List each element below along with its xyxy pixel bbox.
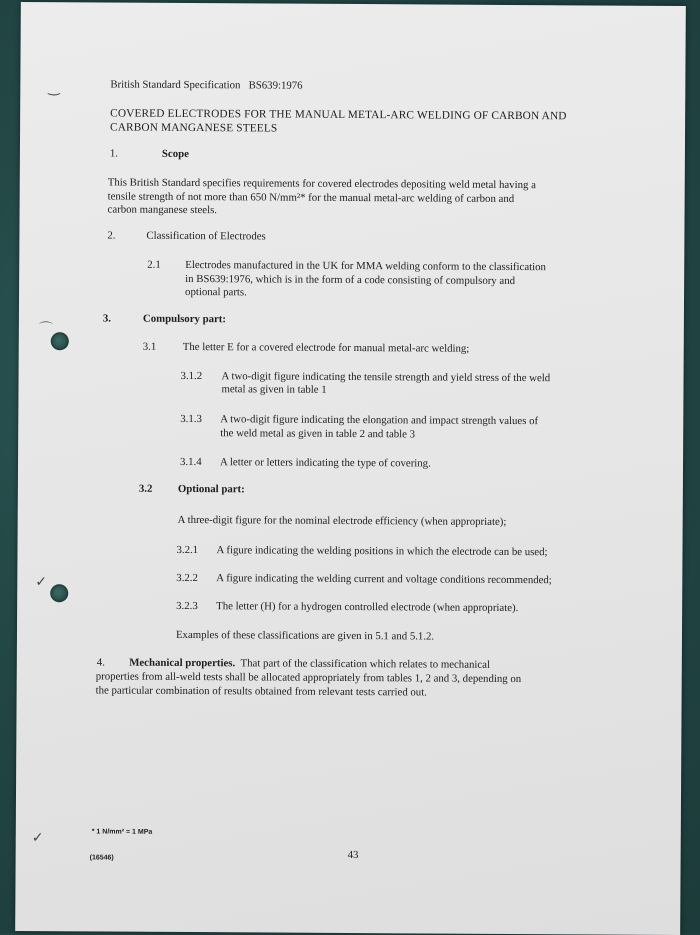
- item-text: A three-digit figure for the nominal electrode efficiency (when appropriate);: [177, 513, 507, 528]
- pencil-tick-mark: ✓: [35, 575, 48, 591]
- item-text-line: metal as given in table 1: [221, 383, 327, 396]
- subsection-number: 3.2: [138, 482, 153, 495]
- spec-code: BS639:1976: [248, 79, 303, 92]
- subsection-number: 3.1.4: [180, 455, 202, 469]
- classification-text-line: Electrodes manufactured in the UK for MMA welding conform to the classification: [185, 258, 546, 274]
- item-text: The letter E for a covered electrode for manual metal-arc welding;: [182, 340, 470, 355]
- section-number: 1.: [109, 147, 119, 160]
- footnote: * 1 N/mm² = 1 MPa: [91, 828, 153, 836]
- subsection-number: 3.2.2: [176, 571, 198, 585]
- page-number: 43: [347, 848, 359, 862]
- scope-text-line: tensile strength of not more than 650 N/mm²* for the manual metal-arc welding of carbon and: [107, 190, 515, 205]
- mechanical-text-line: properties from all-weld tests shall be allocated appropriately from tables 1, 2 and 3, depending on: [95, 670, 522, 686]
- mechanical-properties-line: [97, 656, 490, 671]
- item-text: The letter (H) for a hydrogen controlled electrode (when appropriate).: [216, 600, 519, 615]
- item-text: A figure indicating the welding current and voltage conditions recommended;: [216, 572, 552, 587]
- item-text-line: the weld metal as given in table 2 and table 3: [220, 427, 416, 441]
- punch-hole-top: [51, 332, 69, 350]
- subsection-number: 2.1: [147, 258, 161, 271]
- document-page: [15, 2, 686, 935]
- classification-text-line: optional parts.: [185, 285, 247, 299]
- subsection-number: 3.2.3: [176, 599, 198, 613]
- subsection-number: 3.1.3: [180, 412, 202, 426]
- examples-note: Examples of these classifications are given in 5.1 and 5.1.2.: [175, 628, 435, 643]
- document-title-line-1: COVERED ELECTRODES FOR THE MANUAL METAL-ARC WELDING OF CARBON AND: [110, 107, 567, 123]
- pencil-tick-mark: ⌒: [38, 322, 53, 338]
- scope-text-line: This British Standard specifies requirements for covered electrodes depositing weld metal having a: [107, 176, 536, 192]
- spec-label: British Standard Specification BS639:1976: [110, 78, 303, 92]
- document-title-line-2: CARBON MANGANESE STEELS: [110, 121, 278, 135]
- section-number: 2.: [107, 229, 116, 242]
- pencil-tick-mark: ✓: [31, 831, 44, 847]
- subsection-number: 3.2.1: [176, 543, 199, 557]
- item-text: A letter or letters indicating the type of covering.: [219, 456, 431, 470]
- scope-text-line: carbon manganese steels.: [107, 203, 218, 217]
- section-heading-mechanical: Mechanical properties.: [129, 656, 236, 670]
- mechanical-text-line: the particular combination of results obtained from relevant tests carried out.: [95, 684, 427, 699]
- punch-hole-bottom: [50, 584, 68, 602]
- pencil-tick-mark: ‿: [48, 81, 60, 97]
- subsection-number: 3.1.2: [180, 369, 203, 383]
- section-heading-compulsory: Compulsory part:: [142, 312, 227, 326]
- subsection-heading-optional: Optional part:: [177, 482, 245, 496]
- item-text-line: A two-digit figure indicating the tensile strength and yield stress of the weld: [221, 370, 551, 385]
- section-heading-classification: Classification of Electrodes: [146, 229, 266, 243]
- item-text-line: A two-digit figure indicating the elongation and impact strength values of: [220, 413, 539, 428]
- section-heading-scope: Scope: [161, 147, 189, 161]
- section-number: 4.: [96, 656, 105, 669]
- subsection-number: 3.1: [142, 340, 157, 353]
- classification-text-line: in BS639:1976, which is in the form of a code consisting of compulsory and: [185, 272, 516, 288]
- item-text: A figure indicating the welding positions in which the electrode can be used;: [216, 544, 548, 559]
- document-code: (16546): [89, 854, 114, 862]
- mechanical-text: That part of the classification which relates to mechanical: [240, 657, 491, 671]
- section-number: 3.: [102, 312, 112, 325]
